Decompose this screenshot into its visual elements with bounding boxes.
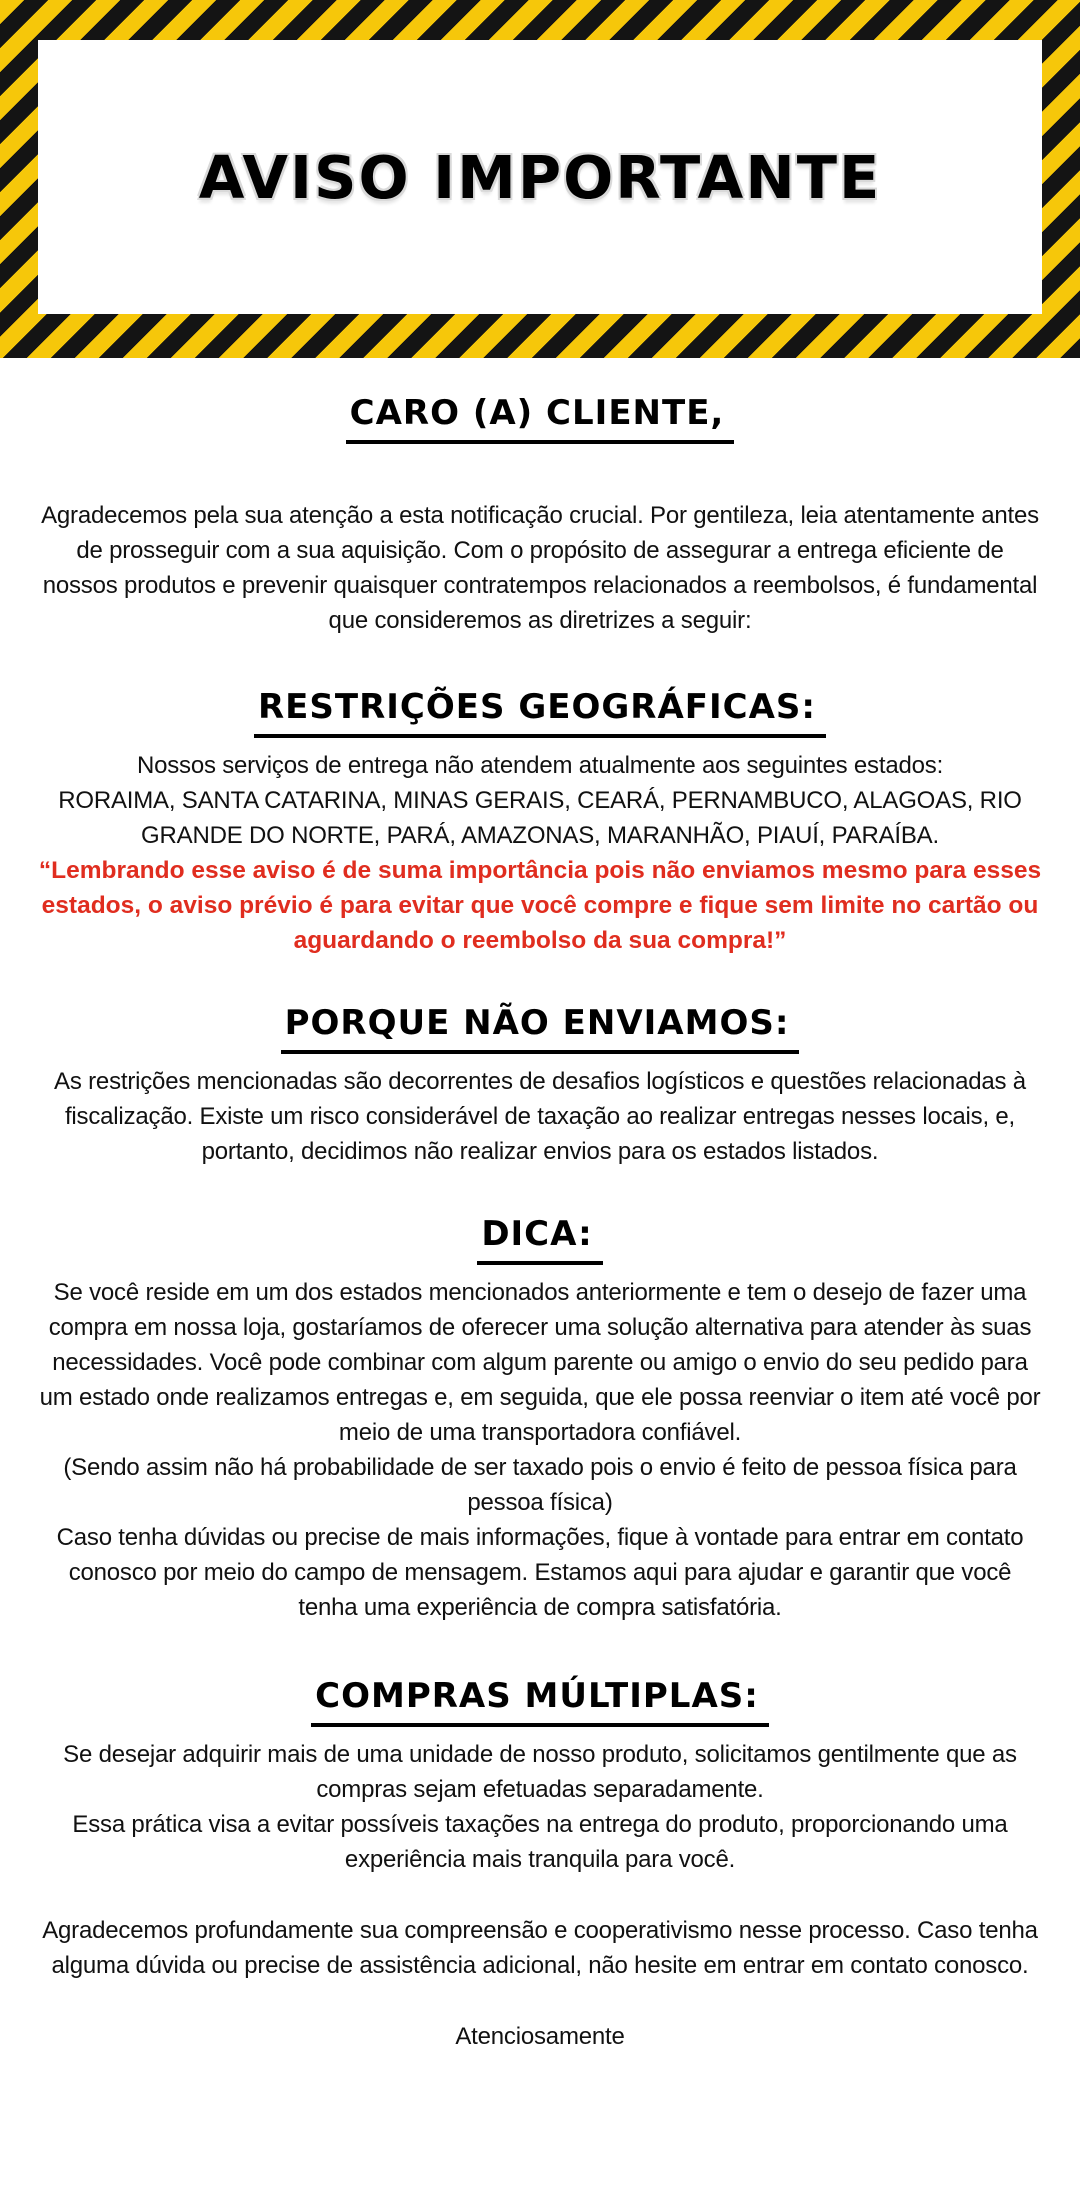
caution-tape-banner <box>0 0 1080 358</box>
warning-paragraph: “Lembrando esse aviso é de suma importância pois não enviamos mesmo para esses estados, o aviso prévio é para evitar que você compre e fique sem limite no cartão ou aguardando o reembolso da sua compra!” <box>38 857 1042 955</box>
section-heading-restricoes <box>30 688 1050 738</box>
greeting-heading-text: CARO (A) CLIENTE, <box>346 394 735 444</box>
compras-body1: Se desejar adquirir mais de uma unidade de nosso produto, solicitamos gentilmente que as compras sejam efetuadas separadamente. <box>63 1741 1017 1804</box>
banner-card <box>38 40 1042 314</box>
section-heading-porque <box>30 1004 1050 1054</box>
page-title: AVISO IMPORTANTE <box>198 142 882 212</box>
notice-content <box>30 394 1050 2054</box>
restricoes-states-list: RORAIMA, SANTA CATARINA, MINAS GERAIS, CEARÁ, PERNAMBUCO, ALAGOAS, RIO GRANDE DO NORTE, PARÁ, AMAZONAS, MARANHÃO, PIAUÍ, PARAÍBA. <box>58 787 1022 850</box>
intro-paragraph: Agradecemos pela sua atenção a esta notificação crucial. Por gentileza, leia atentamente antes de prosseguir com a sua aquisição. Com o propósito de assegurar a entrega eficiente de nossos produtos e prevenir quaisquer contratempos relacionados a reembolsos, é fundamental que consideremos as diretrizes a seguir: <box>41 502 1039 635</box>
dica-paragraph <box>38 1275 1042 1625</box>
signoff: Atenciosamente <box>455 2023 625 2051</box>
porque-paragraph: As restrições mencionadas são decorrentes de desafios logísticos e questões relacionadas à fiscalização. Existe um risco considerável de taxação ao realizar entregas nesses locais, e, portanto, decidimos não realizar envios para os estados listados. <box>54 1068 1026 1166</box>
compras-body2: Essa prática visa a evitar possíveis taxações na entrega do produto, proporcionando uma experiência mais tranquila para você. <box>72 1811 1008 1874</box>
dica-contact: Caso tenha dúvidas ou precise de mais informações, fique à vontade para entrar em contato conosco por meio do campo de mensagem. Estamos aqui para ajudar e garantir que você tenha uma experiência de compra satisfatória. <box>56 1524 1024 1622</box>
section-heading-dica-text: DICA: <box>477 1215 602 1265</box>
greeting-heading <box>30 394 1050 444</box>
dica-body: Se você reside em um dos estados mencionados anteriormente e tem o desejo de fazer uma compra em nossa loja, gostaríamos de oferecer uma solução alternativa para atender às suas necessidades. Você pode combinar com algum parente ou amigo o envio do seu pedido para um estado onde realizamos entregas e, em seguida, que ele possa reenviar o item até você por meio de uma transportadora confiável. <box>39 1279 1041 1447</box>
restricoes-intro-line: Nossos serviços de entrega não atendem atualmente aos seguintes estados: <box>136 752 944 780</box>
restricoes-paragraph <box>38 748 1042 853</box>
section-heading-dica <box>30 1215 1050 1265</box>
closing-paragraph: Agradecemos profundamente sua compreensão e cooperativismo nesse processo. Caso tenha alguma dúvida ou precise de assistência adicional, não hesite em entrar em contato conosco. <box>42 1917 1038 1980</box>
dica-note: (Sendo assim não há probabilidade de ser taxado pois o envio é feito de pessoa física para pessoa física) <box>63 1454 1017 1517</box>
section-heading-restricoes-text: RESTRIÇÕES GEOGRÁFICAS: <box>254 688 826 738</box>
compras-paragraph <box>38 1737 1042 1877</box>
section-heading-compras <box>30 1677 1050 1727</box>
section-heading-compras-text: COMPRAS MÚLTIPLAS: <box>311 1677 769 1727</box>
section-heading-porque-text: PORQUE NÃO ENVIAMOS: <box>281 1004 800 1054</box>
